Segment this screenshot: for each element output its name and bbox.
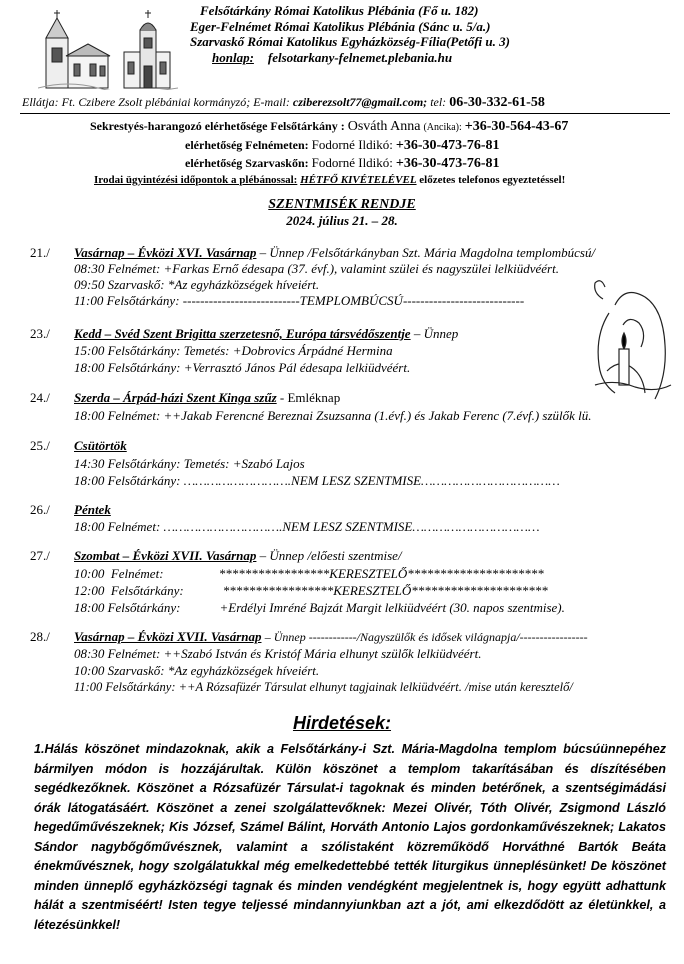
churches-illustration: [38, 8, 178, 90]
parish-line-2: Eger-Felnémet Római Katolikus Plébánia (Sánc u. 5/a.): [190, 18, 491, 34]
contact-row-szarvasko: [90, 154, 670, 172]
day-number: 27./: [30, 548, 50, 563]
letterhead: [0, 0, 684, 120]
mass-entry: 15:00 Felsőtárkány: Temetés: +Dobrovics Árpádné Hermina: [74, 343, 393, 358]
day-heading: [74, 548, 402, 564]
phone-label: tel:: [430, 95, 447, 109]
parish-line-1: Felsőtárkány Római Katolikus Plébánia (Fő u. 182): [200, 3, 479, 18]
schedule-title: SZENTMISÉK RENDJE: [268, 197, 416, 212]
contact-prefix: Ellátja: Ft. Czibere Zsolt plébániai kormányzó; E-mail:: [22, 95, 290, 109]
mass-entry: 09:50 Szarvaskő: *Az egyházközségek híveiért.: [74, 277, 320, 292]
contact-row-felnemet: [90, 136, 670, 154]
day-title: Vasárnap – Évközi XVII. Vasárnap: [74, 629, 262, 644]
day-title: Szerda – Árpád-házi Szent Kinga szűz: [74, 390, 277, 405]
day-heading: [74, 326, 458, 342]
contact-label: elérhetőség Szarvaskőn:: [185, 156, 309, 170]
sacristan-name: Osváth Anna: [347, 119, 421, 134]
day-heading: [74, 438, 127, 454]
day-number: 23./: [30, 326, 50, 341]
sacristan-phone: +36-30-564-43-67: [464, 119, 569, 134]
email-link[interactable]: cziberezsolt77@gmail.com;: [292, 95, 428, 109]
day-number: 28./: [30, 629, 50, 644]
mass-entry: 14:30 Felsőtárkány: Temetés: +Szabó Lajos: [74, 456, 305, 471]
parish-line-3: Szarvaskő Római Katolikus Egyházközség-Fília(Petőfi u. 3): [190, 34, 510, 49]
contact-name: Fodorné Ildikó:: [311, 137, 393, 152]
mass-entry: 18:00 Felsőtárkány: ……………………….NEM LESZ SZENTMISE………………………………: [74, 473, 560, 488]
contact-label: elérhetőség Felnémeten:: [185, 138, 309, 152]
sacristan-label: Sekrestyés-harangozó elérhetősége Felsőtárkány :: [90, 119, 345, 133]
day-feast: – Ünnep ------------/Nagyszülők és idősek világnapja/-----------------: [264, 630, 588, 644]
day-feast: – Ünnep: [413, 326, 459, 341]
day-number: 25./: [30, 438, 50, 453]
announcements-title: Hirdetések:: [292, 713, 392, 733]
phone-number: 06-30-332-61-58: [449, 95, 545, 110]
homepage-line: [190, 50, 660, 66]
day-feast: - Emléknap: [279, 390, 341, 405]
homepage-url[interactable]: felsotarkany-felnemet.plebania.hu: [267, 49, 453, 65]
day-title: Csütörtök: [74, 438, 127, 453]
office-hours-days: HÉTFŐ KIVÉTELÉVEL: [300, 174, 417, 186]
mass-entry: 12:00 Felsőtárkány: *****************KERESZTELŐ*********************: [74, 583, 548, 598]
contact-name: Fodorné Ildikó:: [311, 155, 393, 170]
parish-addresses: [190, 3, 660, 65]
day-number: 26./: [30, 502, 50, 517]
mass-entry: 11:00 Felsőtárkány: ---------------------------TEMPLOMBÚCSÚ----------------------------: [74, 293, 525, 308]
mass-entry: 10:00 Szarvaskő: *Az egyházközségek híveiért.: [74, 663, 320, 678]
day-number: 24./: [30, 390, 50, 405]
day-feast: – Ünnep /előesti szentmise/: [259, 548, 402, 563]
mass-entry: 18:00 Felnémet: ++Jakab Ferencné Bereznai Zsuzsanna (1.évf.) és Jakab Ferenc (7.évf.) szülők lü.: [74, 408, 592, 423]
day-heading: [74, 502, 111, 518]
office-hours-note: előzetes telefonos egyeztetéssel!: [419, 174, 566, 186]
announcements-body: 1.Hálás köszönet mindazoknak, akik a Felsőtárkány-i Szt. Mária-Magdolna templom búcsúünnepéhez bármilyen módon is hozzájárultak. Külön köszönet a templom takarításában és díszítésében segédkezőknek. Köszönet a Rózsafüzér Társulat-i tagoknak és minden betérőnek, a szentségimádási órák látogatásáért. Köszönet a zenei szolgálattevőknek: Mezei Olivér, Tóth Olivér, Zsigmond László hegedűművészeknek; Kis József, Számel Bálint, Horváth Antonio Lajos gordonkaművészeknek; Lakatos Sándor nagybőgőművésznek, valamint a szólistaként közreműködő Horváthné Bartók Beáta énekművésznek, hogy szolgálatukkal még emelkedettebbé tették liturgikus ünneplésünket! De köszönet minden ünneplő egyházközségi tagnak és minden vendégként megjelentnek is, hogy együtt adhattunk hálát a szentmiséért! Isten tegye teljessé mindannyiunkban azt a jót, ami elkezdődött az életünkkel, a létezésünkkel!: [34, 742, 666, 932]
contact-phone: +36-30-473-76-81: [395, 138, 500, 153]
contact-phone: +36-30-473-76-81: [395, 156, 500, 171]
day-number: 21./: [30, 245, 50, 260]
sacristan-row-felsotarkany: [90, 118, 670, 136]
mass-entry: 11:00 Felsőtárkány: ++A Rózsafüzér Társulat elhunyt tagjainak lelkiüdvéért. /mise után keresztelő/: [74, 680, 573, 694]
mass-entry: 18:00 Felsőtárkány: +Verrasztó János Pál édesapa lelkiüdvéért.: [74, 360, 411, 375]
day-title: Kedd – Svéd Szent Brigitta szerzetesnő, Európa társvédőszentje: [74, 326, 411, 341]
day-title: Vasárnap – Évközi XVI. Vasárnap: [74, 245, 257, 260]
sacristan-contacts: [90, 118, 670, 189]
day-feast: – Ünnep /Felsőtárkányban Szt. Mária Magdolna templombúcsú/: [259, 245, 596, 260]
mass-entry: 18:00 Felnémet: ………………………….NEM LESZ SZENTMISE……………………………: [74, 519, 540, 534]
contact-line: [22, 95, 682, 111]
day-heading: [74, 245, 595, 261]
mass-entry: 10:00 Felnémet: *****************KERESZTELŐ*********************: [74, 566, 544, 581]
mass-entry: 08:30 Felnémet: ++Szabó István és Kristóf Mária elhunyt szülők lelkiüdvéért.: [74, 646, 482, 661]
mass-entry: 18:00 Felsőtárkány: +Erdélyi Imréné Bajzát Margit lelkiüdvéért (30. napos szentmise).: [74, 600, 565, 615]
day-title: Szombat – Évközi XVII. Vasárnap: [74, 548, 257, 563]
day-heading: [74, 390, 340, 406]
header-divider: [20, 113, 670, 114]
day-heading: [74, 629, 588, 645]
office-hours-label: Irodai ügyintézési időpontok a plébánossal:: [94, 174, 298, 186]
sacristan-nickname: (Ancika):: [423, 122, 462, 133]
praying-hands-candle-illustration: [585, 275, 675, 400]
schedule-dates: 2024. július 21. – 28.: [286, 213, 398, 228]
office-hours: [90, 172, 670, 189]
day-title: Péntek: [74, 502, 111, 517]
mass-entry: 08:30 Felnémet: +Farkas Ernő édesapa (37. évf.), valamint szülei és nagyszülei lelkiüdvéért.: [74, 261, 559, 276]
homepage-label: honlap:: [212, 49, 254, 65]
